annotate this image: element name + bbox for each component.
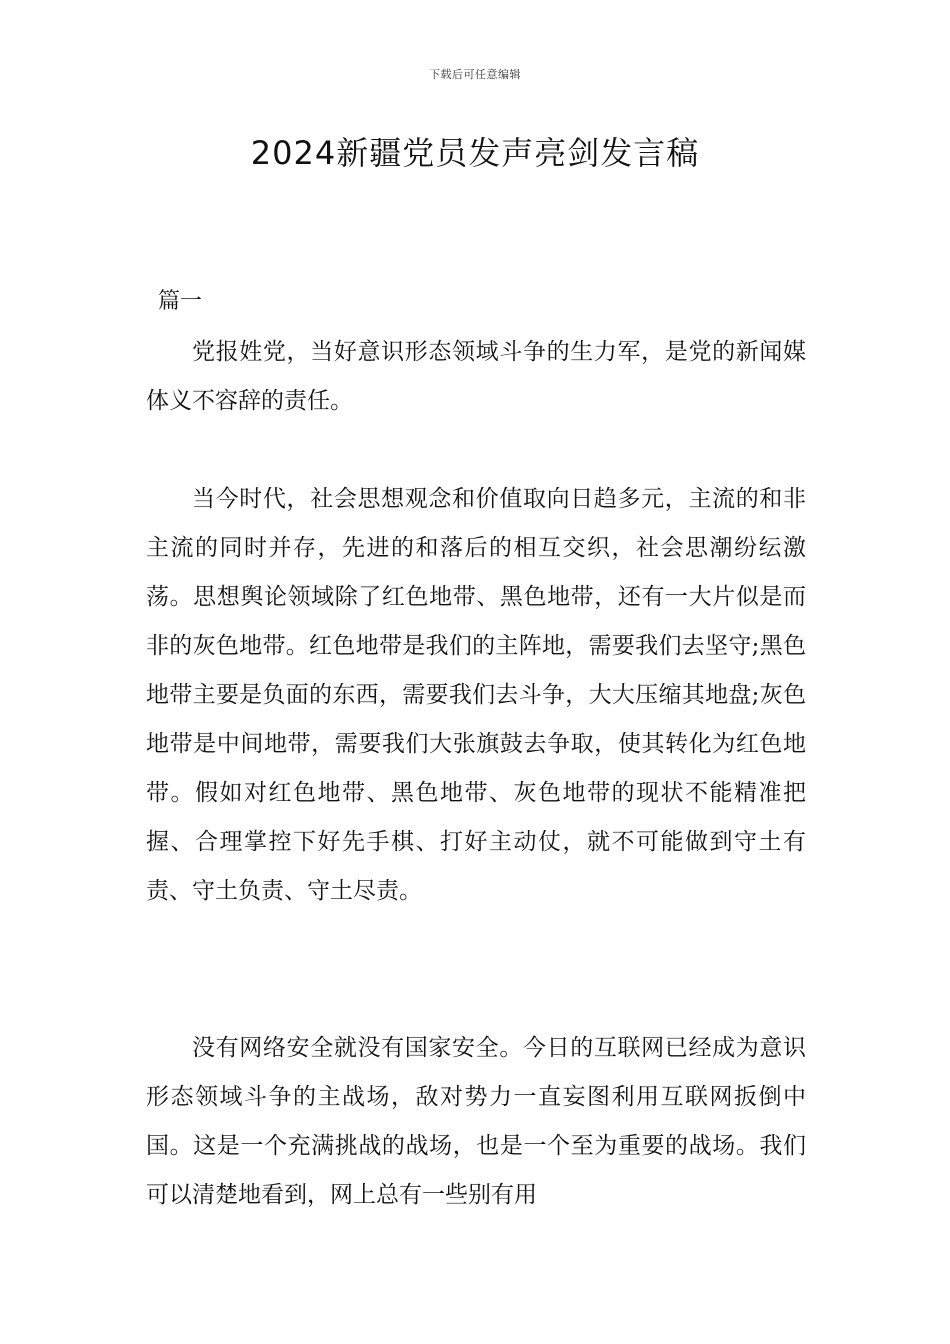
section-label: 篇一 xyxy=(158,289,203,314)
header-note: 下载后可任意编辑 xyxy=(429,68,521,81)
paragraph-1: 党报姓党，当好意识形态领域斗争的生力军，是党的新闻媒体义不容辞的责任。 xyxy=(146,339,806,414)
paragraph-3: 没有网络安全就没有国家安全。今日的互联网已经成为意识形态领域斗争的主战场，敌对势力一直妄图利用互联网扳倒中国。这是一个充满挑战的战场，也是一个至为重要的战场。我们可以清楚地看到，网上总有一些别有用 xyxy=(146,1035,806,1208)
paragraph-2: 当今时代，社会思想观念和价值取向日趋多元，主流的和非主流的同时并存，先进的和落后的相互交织，社会思潮纷纭激荡。思想舆论领域除了红色地带、黑色地带，还有一大片似是而非的灰色地带。红色地带是我们的主阵地，需要我们去坚守;黑色地带主要是负面的东西，需要我们去斗争，大大压缩其地盘;灰色地带是中间地带，需要我们大张旗鼓去争取，使其转化为红色地带。假如对红色地带、黑色地带、灰色地带的现状不能精准把握、合理掌控下好先手棋、打好主动仗，就不可能做到守土有责、守土负责、守土尽责。 xyxy=(146,486,806,904)
document-title: 2024新疆党员发声亮剑发言稿 xyxy=(250,134,700,172)
